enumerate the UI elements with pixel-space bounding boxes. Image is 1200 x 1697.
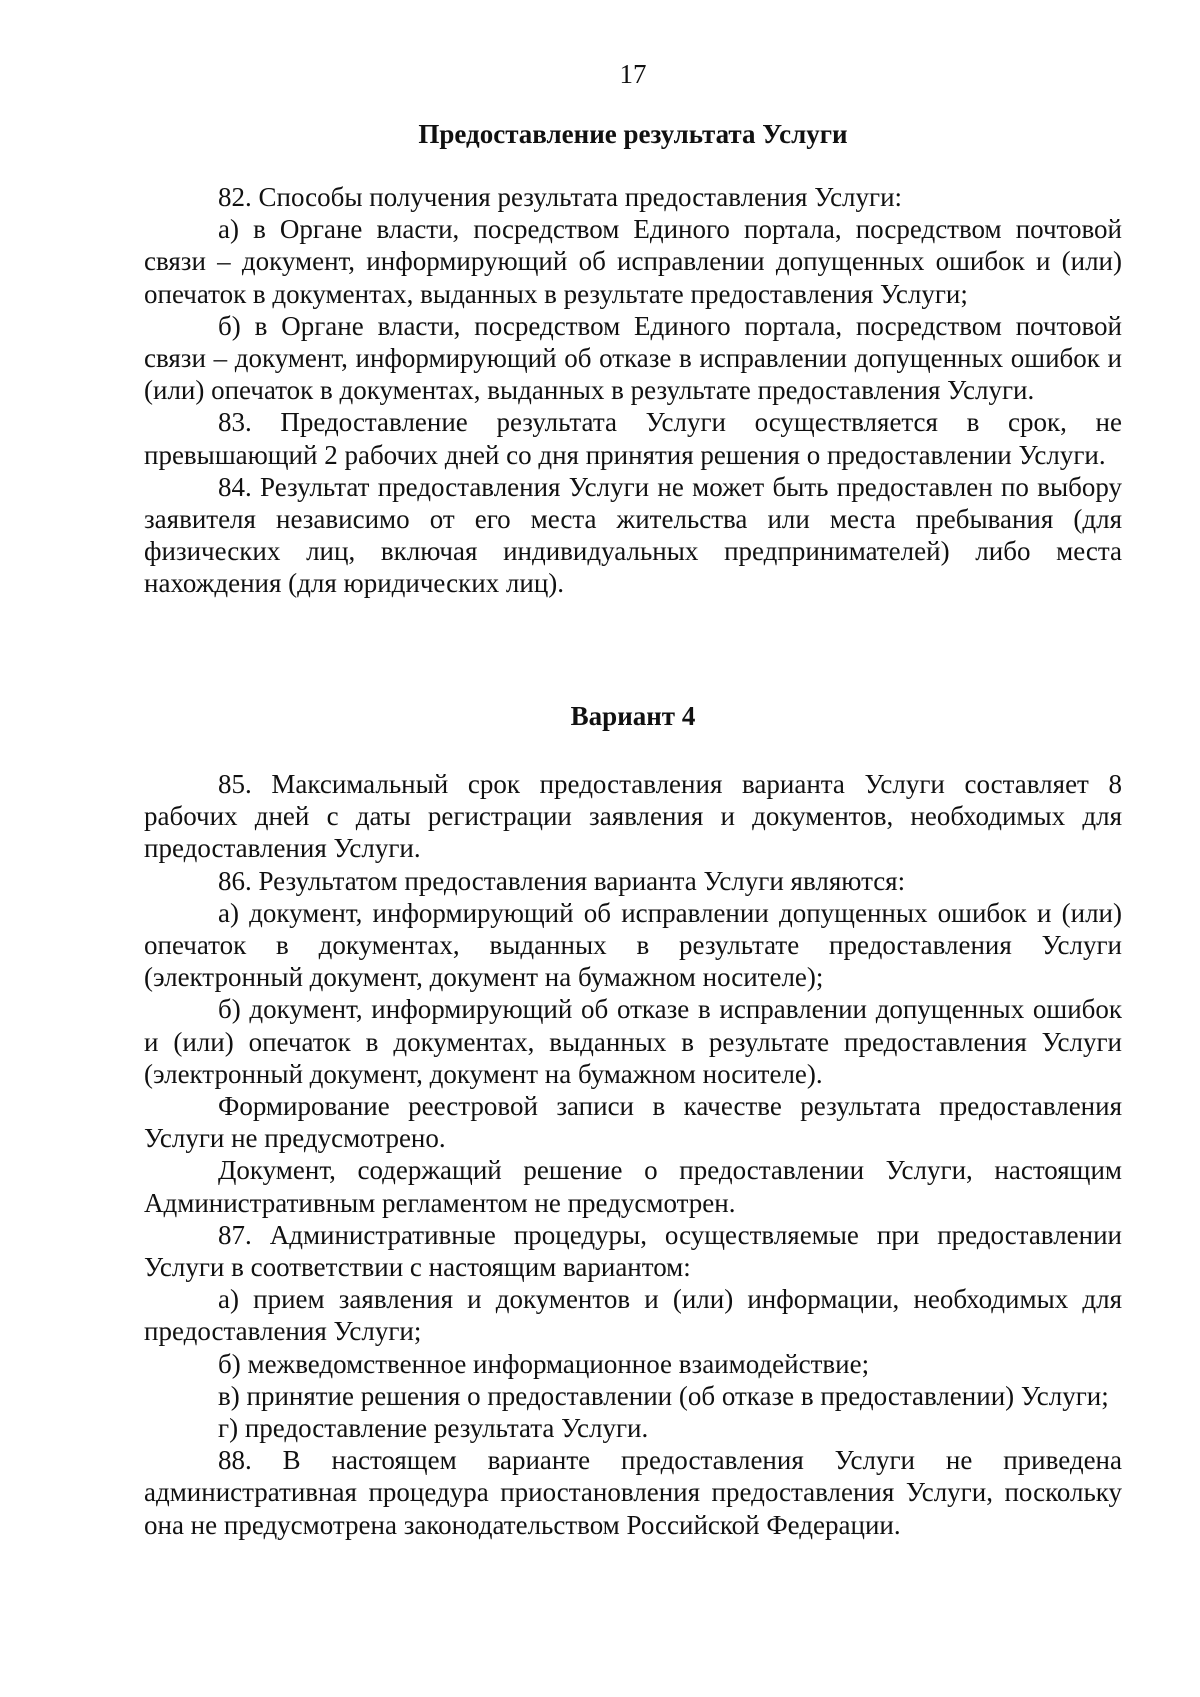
- paragraph-registry-record: Формирование реестровой записи в качестве результата предоставления Услуги не предусмотрено.: [144, 1091, 1122, 1154]
- paragraph-86-a: а) документ, информирующий об исправлении допущенных ошибок и (или) опечаток в документах, выданных в результате предоставления Услуги (электронный документ, документ на бумажном носителе);: [144, 897, 1122, 993]
- section-heading-result-provision: Предоставление результата Услуги: [418, 119, 848, 149]
- page-number: 17: [619, 59, 647, 89]
- paragraph-83: 83. Предоставление результата Услуги осуществляется в срок, не превышающий 2 рабочих дней со дня принятия решения о предоставлении Услуги.: [144, 407, 1122, 470]
- paragraph-84: 84. Результат предоставления Услуги не может быть предоставлен по выбору заявителя независимо от его места жительства или места пребывания (для физических лиц, включая индивидуальных предпринимателей) либо места нахождения (для юридических лиц).: [144, 471, 1122, 599]
- section-1-body: [144, 181, 1122, 600]
- paragraph-87-v: в) принятие решения о предоставлении (об отказе в предоставлении) Услуги;: [218, 1380, 1109, 1411]
- paragraph-87-a: а) прием заявления и документов и (или) информации, необходимых для предоставления Услуги;: [144, 1284, 1122, 1347]
- section-heading-variant-4: Вариант 4: [570, 701, 696, 731]
- paragraph-87: 87. Административные процедуры, осуществляемые при предоставлении Услуги в соответствии с настоящим вариантом:: [144, 1219, 1122, 1283]
- paragraph-85: 85. Максимальный срок предоставления варианта Услуги составляет 8 рабочих дней с даты регистрации заявления и документов, необходимых для предоставления Услуги.: [144, 769, 1122, 864]
- paragraph-88: 88. В настоящем варианте предоставления Услуги не приведена административная процедура приостановления предоставления Услуги, поскольку она не предусмотрена законодательством Российской Федерации.: [144, 1445, 1122, 1540]
- paragraph-82-b: б) в Органе власти, посредством Единого портала, посредством почтовой связи – документ, информирующий об отказе в исправлении допущенных ошибок и (или) опечаток в документах, выданных в результате предоставления Услуги.: [144, 310, 1122, 406]
- paragraph-86-b: б) документ, информирующий об отказе в исправлении допущенных ошибок и (или) опечаток в документах, выданных в результате предоставления Услуги (электронный документ, документ на бумажном носителе).: [144, 994, 1122, 1089]
- paragraph-87-b: б) межведомственное информационное взаимодействие;: [218, 1348, 870, 1379]
- paragraph-86: 86. Результатом предоставления варианта Услуги являются:: [218, 865, 906, 896]
- paragraph-decision-document: Документ, содержащий решение о предоставлении Услуги, настоящим Административным регламентом не предусмотрен.: [144, 1155, 1122, 1218]
- paragraph-87-g: г) предоставление результата Услуги.: [218, 1413, 649, 1444]
- document-page: [144, 0, 1122, 1697]
- paragraph-82-a: а) в Органе власти, посредством Единого портала, посредством почтовой связи – документ, информирующий об исправлении допущенных ошибок и (или) опечаток в документах, выданных в результате предоставления Услуги;: [144, 214, 1122, 309]
- paragraph-82: 82. Способы получения результата предоставления Услуги:: [218, 182, 903, 212]
- section-2-body: [144, 768, 1122, 1541]
